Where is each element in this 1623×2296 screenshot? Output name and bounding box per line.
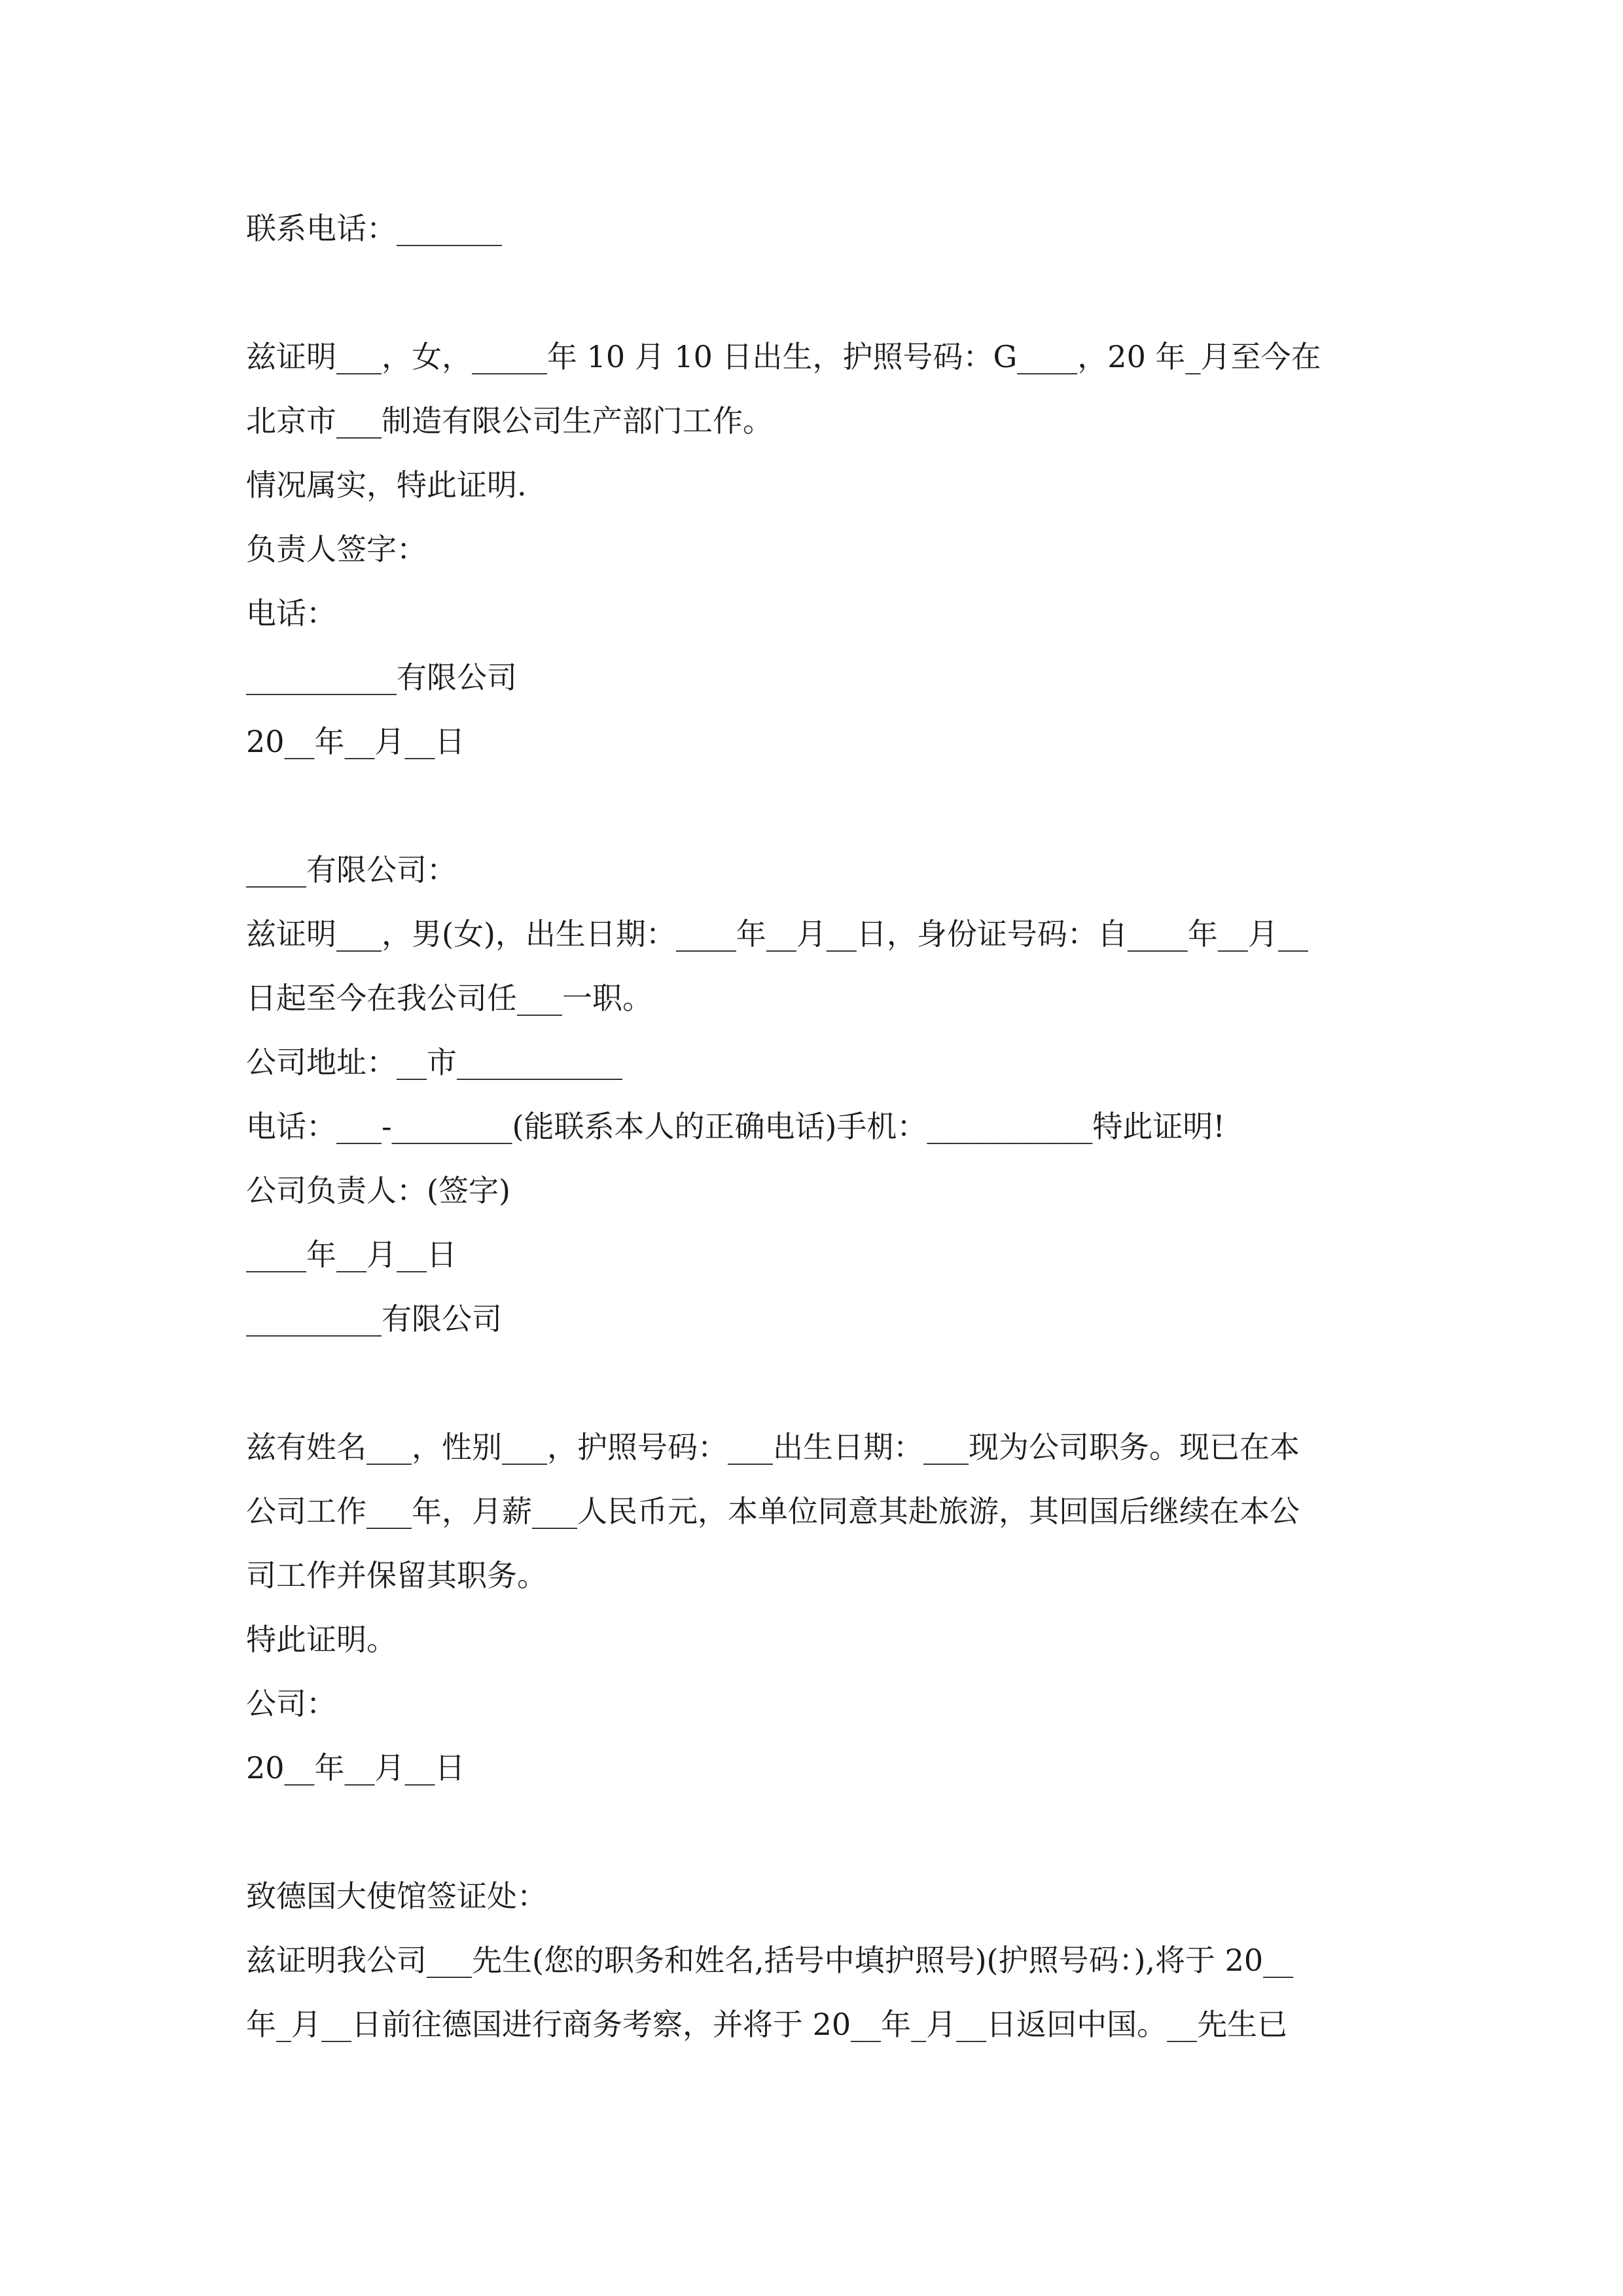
company-line: 公司：: [246, 1686, 336, 1721]
date-line: ____年__月__日: [246, 1237, 457, 1272]
paragraph-line: 北京市___制造有限公司生产部门工作。: [246, 403, 773, 439]
paragraph-line: 兹证明___，女，_____年 10 月 10 日出生，护照号码：G____，20 年_月至今在: [246, 339, 1321, 374]
section-certificate-3: [246, 1415, 1385, 1800]
phone-line: 电话：: [246, 596, 336, 631]
section-certificate-2: [246, 838, 1385, 1351]
signature-line: 负责人签字：: [246, 531, 427, 567]
paragraph-line: 兹有姓名___，性别___，护照号码：___出生日期：___现为公司职务。现已在本: [246, 1429, 1300, 1465]
address-line: 公司地址：__市___________: [246, 1045, 622, 1080]
section-embassy-letter: [246, 1864, 1385, 2056]
document-body: [246, 196, 1385, 2056]
paragraph-line: 情况属实，特此证明.: [246, 467, 527, 503]
paragraph-line: 司工作并保留其职务。: [246, 1558, 547, 1593]
section-gap: [246, 260, 1385, 325]
paragraph-line: 公司工作___年，月薪___人民币元，本单位同意其赴旅游，其回国后继续在本公: [246, 1494, 1300, 1529]
paragraph-line: 特此证明。: [246, 1622, 397, 1657]
paragraph-line: 兹证明___，男(女)，出生日期：____年__月__日，身份证号码：自____年__月__: [246, 916, 1308, 952]
addressee-line: 致德国大使馆签证处：: [246, 1878, 547, 1914]
section-gap: [246, 1351, 1385, 1415]
paragraph-line: 年_月__日前往德国进行商务考察，并将于 20__年_月__日返回中国。__先生已: [246, 2007, 1288, 2042]
date-line: 20__年__月__日: [246, 1750, 465, 1785]
signature-line: 公司负责人：(签字): [246, 1173, 510, 1208]
paragraph-line: 日起至今在我公司任___一职。: [246, 980, 652, 1016]
paragraph-line: 兹证明我公司___先生(您的职务和姓名,括号中填护照号)(护照号码：),将于 20__: [246, 1943, 1294, 1978]
addressee-line: ____有限公司：: [246, 852, 457, 888]
contact-phone-line: 联系电话：_______: [246, 211, 502, 246]
company-name-line: _________有限公司: [246, 1301, 502, 1336]
section-contact: [246, 196, 1385, 260]
date-line: 20__年__月__日: [246, 724, 465, 759]
phone-line: 电话：___-________(能联系本人的正确电话)手机：___________特此证明!: [246, 1109, 1225, 1144]
section-gap: [246, 1800, 1385, 1864]
section-certificate-1: [246, 325, 1385, 774]
section-gap: [246, 774, 1385, 838]
company-name-line: __________有限公司: [246, 660, 517, 695]
